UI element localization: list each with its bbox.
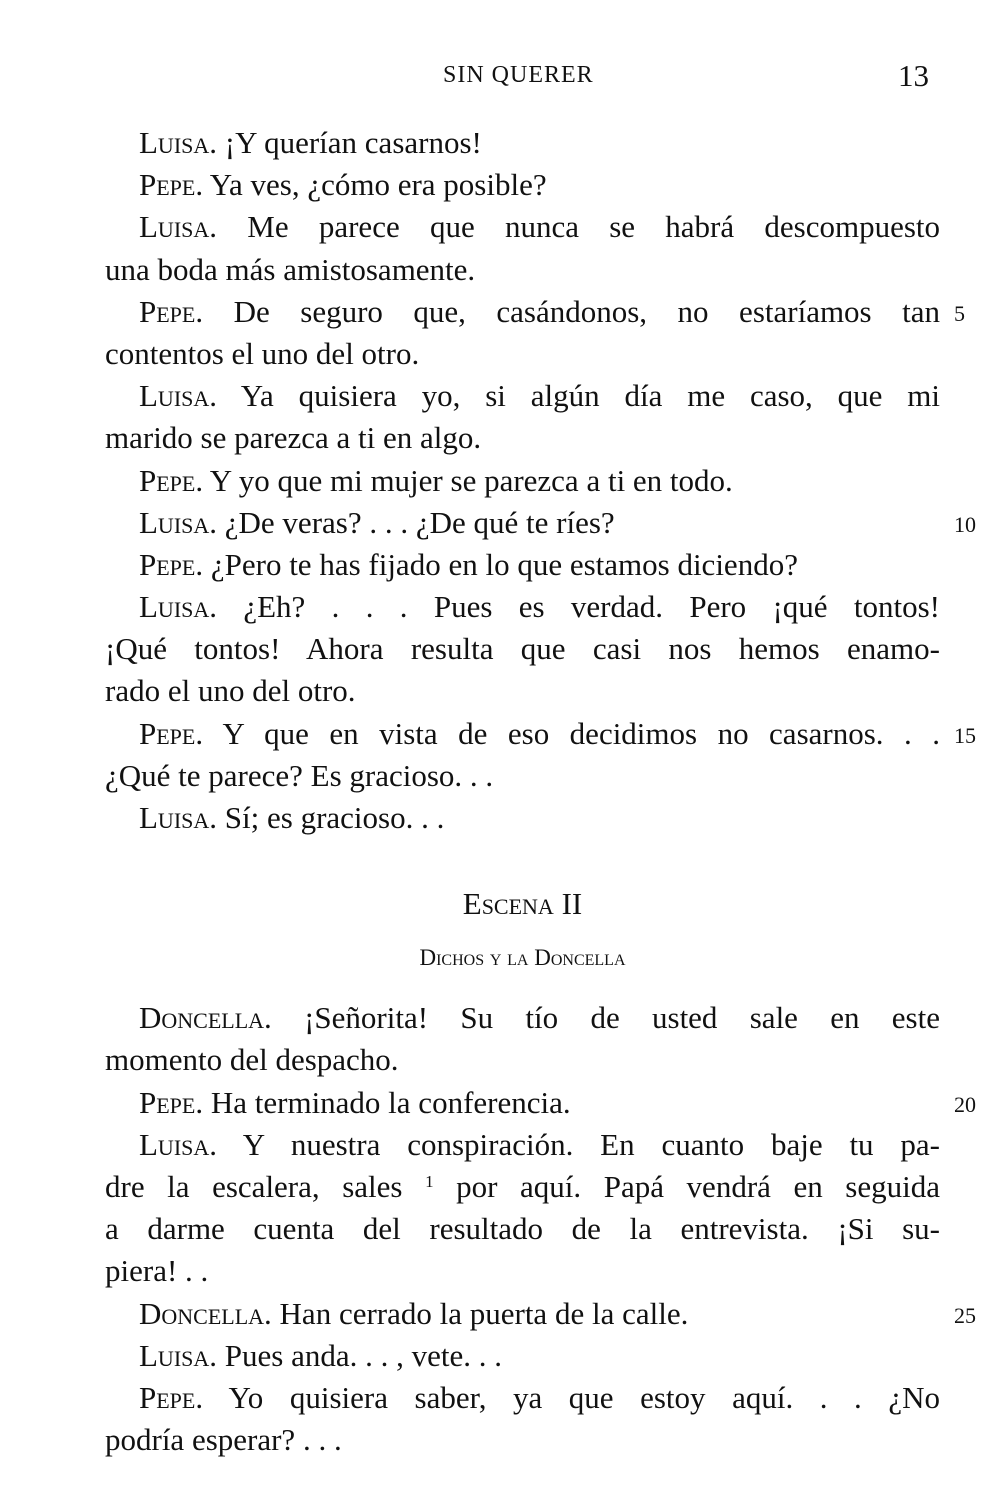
line-text: ¿Pero te has fijado en lo que estamos diciendo? — [210, 546, 798, 582]
scene-subtitle: Dichos y la Doncella — [419, 945, 626, 971]
text-line — [105, 1208, 940, 1250]
text-line — [105, 586, 940, 628]
line-text: dre la escalera, sales — [105, 1168, 403, 1204]
line-text: Y yo que mi mujer se parezca a ti en todo. — [209, 462, 733, 498]
speaker-name: Luisa. — [139, 1337, 218, 1373]
text-line — [105, 291, 965, 333]
dialogue-block-bottom — [105, 997, 976, 1461]
line-text: De seguro que, casándonos, no estaríamos tan — [233, 293, 940, 329]
line-text: ¿Eh? . . . Pues es verdad. Pero ¡qué tontos! — [243, 589, 941, 625]
text-line — [105, 1250, 940, 1292]
line-text: ¿Qué te parece? Es gracioso. . . — [105, 757, 494, 793]
line-text: momento del despacho. — [105, 1042, 399, 1078]
line-text: ¿De veras? . . . ¿De qué te ríes? — [224, 504, 615, 540]
footnote-marker: 1 — [425, 1171, 434, 1191]
text-line — [105, 164, 940, 206]
line-number: 15 — [954, 722, 976, 748]
line-number: 25 — [954, 1302, 976, 1328]
scene-title: Escena II — [462, 886, 583, 922]
line-number: 20 — [954, 1091, 976, 1117]
text-line — [105, 1335, 940, 1377]
speaker-name: Pepe. — [139, 1379, 204, 1415]
speaker-name: Luisa. — [139, 504, 218, 540]
page-number: 13 — [898, 58, 929, 93]
text-line — [105, 755, 940, 797]
line-text: piera! . . — [105, 1253, 209, 1289]
line-text: Sí; es gracioso. . . — [224, 800, 445, 835]
speaker-name: Luisa. — [139, 589, 218, 625]
speaker-name: Luisa. — [139, 800, 218, 835]
text-line — [105, 1419, 940, 1461]
speaker-name: Luisa. — [139, 378, 218, 414]
speaker-name: Pepe. — [139, 1084, 204, 1120]
line-text: Yo quisiera saber, ya que estoy aquí. . . ¿No — [228, 1379, 940, 1415]
text-line — [105, 206, 940, 248]
line-text: ¡Señorita! Su tío de usted sale en este — [304, 1000, 940, 1036]
text-line — [105, 417, 940, 459]
text-line — [105, 1124, 940, 1166]
line-text: ¡Qué tontos! Ahora resulta que casi nos hemos enamo- — [105, 631, 940, 667]
text-line — [105, 628, 940, 670]
text-line — [105, 502, 976, 544]
line-text: Ya quisiera yo, si algún día me caso, que mi — [240, 378, 940, 414]
text-line — [105, 670, 940, 712]
text-line — [105, 1377, 940, 1419]
running-head — [0, 58, 1000, 98]
line-text: podría esperar? . . . — [105, 1422, 342, 1458]
line-text: Ya ves, ¿cómo era posible? — [209, 167, 547, 203]
text-line — [105, 997, 940, 1039]
text-line — [105, 1039, 940, 1081]
dialogue-block-top — [105, 122, 976, 839]
speaker-name: Pepe. — [139, 546, 204, 582]
speaker-name: Luisa. — [139, 1126, 218, 1162]
speaker-name: Pepe. — [139, 293, 204, 329]
text-line — [105, 1166, 940, 1208]
line-text: Pues anda. . . , vete. . . — [224, 1337, 502, 1373]
line-text: contentos el uno del otro. — [105, 335, 420, 371]
text-line — [105, 797, 940, 839]
text-line — [105, 375, 940, 417]
line-number: 10 — [954, 511, 976, 537]
text-line — [105, 713, 976, 755]
speaker-name: Doncella. — [139, 1000, 272, 1036]
text-line — [105, 544, 940, 586]
page-body — [105, 122, 976, 1461]
speaker-name: Luisa. — [139, 125, 218, 160]
line-text: Y nuestra conspiración. En cuanto baje tu pa- — [242, 1126, 940, 1162]
line-text: a darme cuenta del resultado de la entrevista. ¡Si su- — [105, 1211, 940, 1247]
text-line — [105, 1082, 976, 1124]
line-text: una boda más amistosamente. — [105, 251, 476, 287]
text-line — [105, 460, 940, 502]
line-text: rado el uno del otro. — [105, 673, 356, 709]
line-text: ¡Y querían casarnos! — [224, 125, 482, 160]
text-line — [105, 333, 940, 375]
line-text: Y que en vista de eso decidimos no casarnos. . . — [222, 715, 940, 751]
line-text: Han cerrado la puerta de la calle. — [279, 1295, 689, 1331]
speaker-name: Doncella. — [139, 1295, 272, 1331]
line-text: Ha terminado la conferencia. — [210, 1084, 571, 1120]
line-text-continued: por aquí. Papá vendrá en seguida — [456, 1168, 941, 1204]
line-number: 5 — [954, 300, 965, 326]
line-text: Me parece que nunca se habrá descompuesto — [247, 209, 940, 245]
speaker-name: Pepe. — [139, 715, 204, 751]
text-line — [105, 1293, 976, 1335]
speaker-name: Pepe. — [139, 167, 204, 203]
speaker-name: Luisa. — [139, 209, 218, 245]
running-title: SIN QUERER — [443, 62, 594, 88]
line-text: marido se parezca a ti en algo. — [105, 420, 482, 456]
speaker-name: Pepe. — [139, 462, 204, 498]
text-line — [105, 122, 940, 164]
text-line — [105, 249, 940, 291]
